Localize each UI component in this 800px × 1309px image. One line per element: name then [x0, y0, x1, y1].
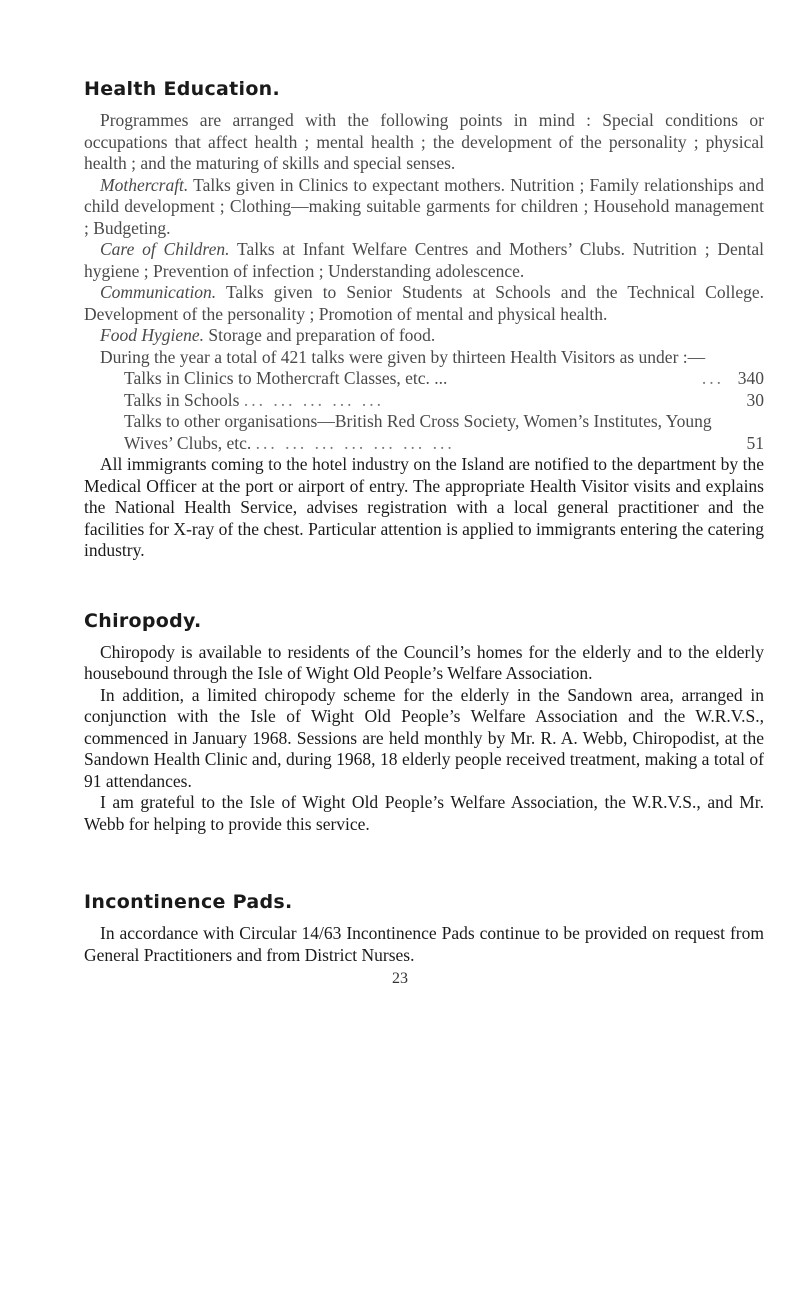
list-item: [124, 390, 764, 412]
talk-leader-dots: ... ... ... ... ... ... ...: [255, 432, 455, 453]
mothercraft-lead: Mothercraft.: [100, 174, 189, 195]
incontinence-heading: Incontinence Pads.: [84, 891, 293, 913]
year-total-paragraph: During the year a total of 421 talks were given by thirteen Health Visitors as under :—: [100, 346, 706, 367]
health-education-section: [84, 78, 764, 562]
document-page: [84, 78, 764, 966]
immigrants-paragraph: All immigrants coming to the hotel industry on the Island are notified to the department by the Medical Officer at the port or airport of entry. The appropriate Health Visitor visits and explains the National Health Service, advises registration with a local general practitioner and the facilities for X-ray of the chest. Particular attention is applied to immigrants entering the catering industry.: [84, 454, 764, 560]
care-of-children-lead: Care of Children.: [100, 239, 230, 259]
intro-paragraph: Programmes are arranged with the following points in mind : Special conditions or occupations that affect health ; mental health ; the development of the personality ; physical health ; and the maturing of skills and special senses.: [84, 110, 764, 173]
list-item: [124, 368, 764, 390]
chiropody-heading: Chiropody.: [84, 609, 202, 632]
incontinence-section: [84, 891, 764, 966]
talk-label: Talks in Clinics to Mothercraft Classes, etc. ...: [124, 368, 448, 388]
talk-count: 51: [746, 432, 764, 453]
food-hygiene-paragraph: [84, 325, 764, 347]
talk-leader-dots: ...: [701, 368, 724, 388]
talk-label: Talks in Schools ... ... ... ... ...: [124, 389, 384, 410]
mothercraft-paragraph: [84, 175, 764, 240]
food-hygiene-text: Storage and preparation of food.: [204, 325, 436, 345]
food-hygiene-lead: Food Hygiene.: [100, 325, 204, 345]
communication-paragraph: [84, 282, 764, 325]
talk-leader-dots: ... ... ... ... ...: [243, 389, 384, 410]
talk-count: 30: [746, 389, 764, 410]
mothercraft-text: Talks given in Clinics to expectant mothers. Nutrition ; Family relationships and child development ; Clothing—making suitable garments for children ; Household management ; Budgeting.: [84, 174, 764, 238]
chiropody-section: [84, 610, 764, 836]
chiropody-paragraph-1: Chiropody is available to residents of the Council’s homes for the elderly and to the elderly housebound through the Isle of Wight Old People’s Welfare Association.: [84, 641, 764, 683]
page-number: 23: [392, 970, 408, 987]
chiropody-paragraph-2: In addition, a limited chiropody scheme for the elderly in the Sandown area, arranged in conjunction with the Isle of Wight Old People’s Welfare Association and the W.R.V.S., commenced in January 1968. Sessions are held monthly by Mr. R. A. Webb, Chiropodist, at the Sandown Health Clinic and, during 1968, 18 elderly people received treatment, making a total of 91 attendances.: [84, 684, 764, 791]
health-education-heading: Health Education.: [84, 78, 281, 100]
list-item: [124, 411, 764, 454]
talk-label: Talks to other organisations—British Red Cross Society, Women’s Institutes, Young Wives’ Clubs, etc. ... ... ... ... ... ... ...: [124, 411, 712, 453]
care-of-children-text: Talks at Infant Welfare Centres and Mothers’ Clubs. Nutrition ; Dental hygiene ; Prevention of infection ; Understanding adolescence.: [84, 239, 764, 281]
care-of-children-paragraph: [84, 239, 764, 282]
communication-lead: Communication.: [100, 282, 217, 302]
chiropody-paragraph-3: I am grateful to the Isle of Wight Old People’s Welfare Association, the W.R.V.S., and Mr. Webb for helping to provide this service.: [84, 792, 764, 834]
communication-text: Talks given to Senior Students at Schools and the Technical College. Development of the personality ; Promotion of mental and physical health.: [84, 282, 764, 324]
incontinence-paragraph: In accordance with Circular 14/63 Incontinence Pads continue to be provided on request from General Practitioners and from District Nurses.: [84, 923, 764, 965]
talk-count: 340: [737, 368, 764, 388]
talks-list: [124, 368, 764, 454]
